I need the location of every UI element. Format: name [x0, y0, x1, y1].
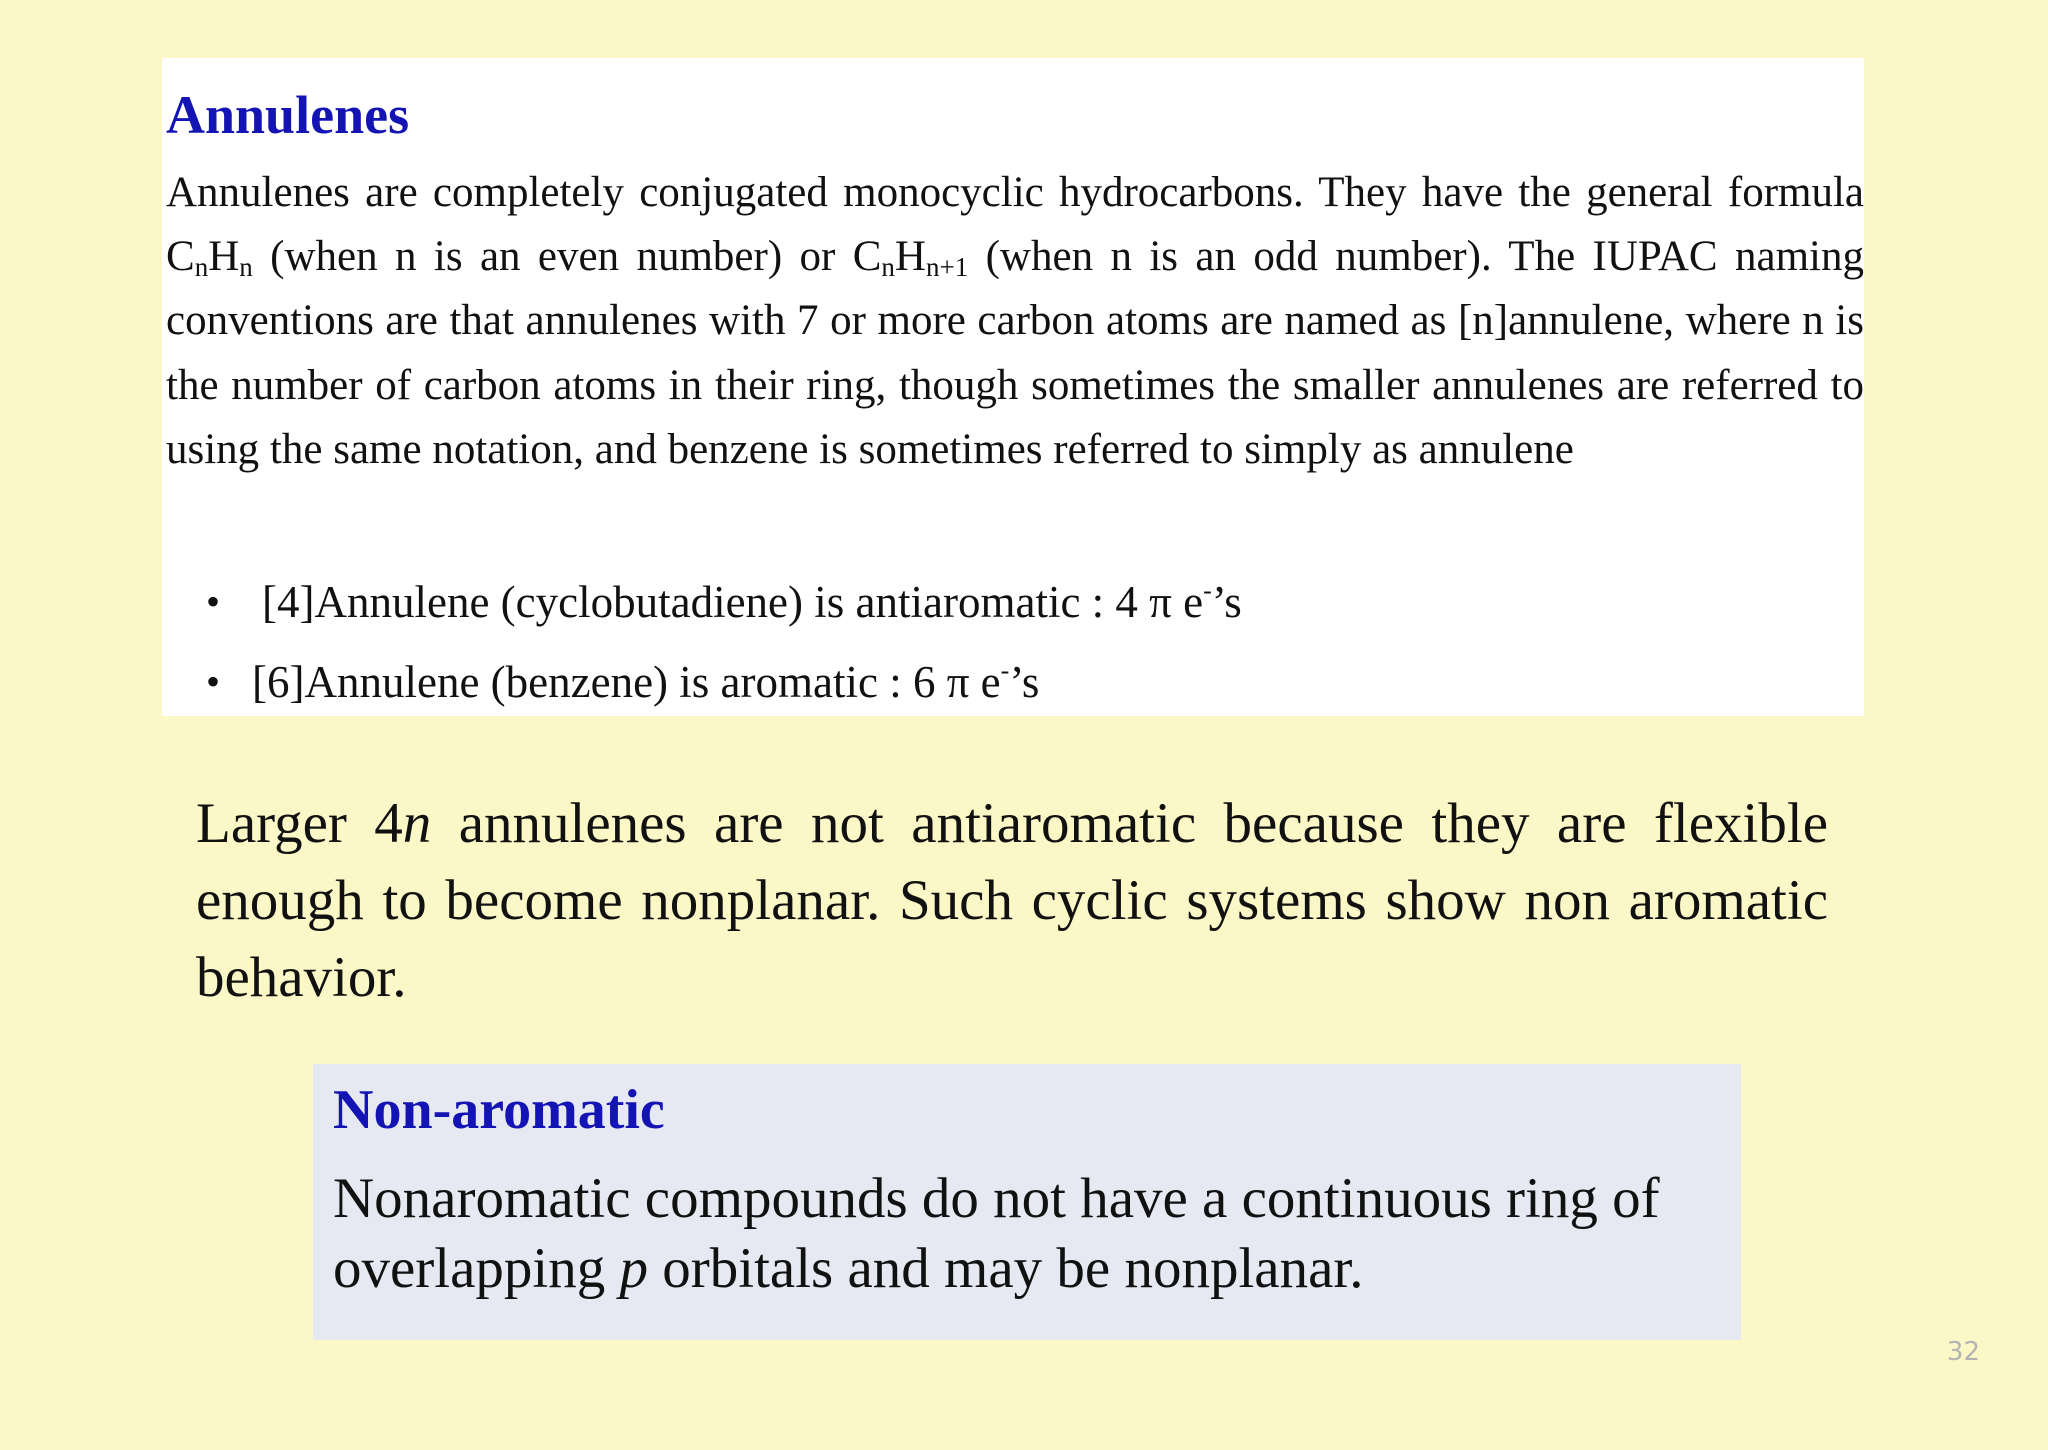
- intro-subscript: n: [239, 252, 253, 283]
- intro-text-part: H: [208, 233, 240, 281]
- italic-variable: n: [402, 792, 432, 855]
- bullet-icon: •: [206, 579, 221, 624]
- intro-subscript: n: [881, 252, 895, 283]
- intro-text-part: H: [894, 233, 926, 281]
- nonaromatic-definition: [333, 1164, 1733, 1304]
- definition-text-part: orbitals and may be nonplanar.: [648, 1237, 1364, 1300]
- annulenes-intro-paragraph: [166, 161, 1864, 482]
- list-item-main-text: [6]Annulene (benzene) is aromatic : 6 π e: [252, 657, 1001, 707]
- list-item-suffix: ’s: [1009, 657, 1040, 707]
- definition-text-part: Nonaromatic compounds do not have a continuous ring of overlapping: [333, 1167, 1660, 1300]
- italic-orbital-letter: p: [619, 1237, 649, 1300]
- list-item-text: [262, 568, 1242, 636]
- paragraph-text-part: annulenes are not antiaromatic because they are flexible enough to become nonplanar. Such cyclic systems show non aromatic behavior.: [196, 792, 1828, 1009]
- larger-annulenes-paragraph: [196, 785, 1828, 1016]
- list-item-text: [252, 648, 1039, 716]
- list-item-main-text: [4]Annulene (cyclobutadiene) is antiaromatic : 4 π e: [262, 577, 1204, 627]
- intro-text-part: (when n is an odd number). The IUPAC naming conventions are that annulenes with 7 or more carbon atoms are named as [n]annulene, where n is the number of carbon atoms in their ring, though sometimes the smaller annulenes are referred to using the same notation, and benzene is sometimes referred to simply as annulene: [166, 233, 1864, 473]
- intro-text-part: (when n is an even number) or C: [252, 233, 882, 281]
- list-item-suffix: ’s: [1211, 577, 1242, 627]
- charge-superscript: -: [1000, 656, 1010, 685]
- annulene-examples-list: [166, 568, 1666, 728]
- intro-text-part: Annulenes are completely conjugated monocyclic hydrocarbons. They have the general formula C: [166, 169, 1864, 281]
- intro-subscript: n: [194, 252, 209, 283]
- list-item: [166, 648, 1666, 728]
- paragraph-text-part: Larger 4: [196, 792, 403, 855]
- annulenes-heading: Annulenes: [166, 85, 410, 145]
- bullet-icon: •: [206, 659, 221, 704]
- intro-subscript: n+1: [925, 252, 969, 283]
- page-number: 32: [1946, 1337, 1980, 1367]
- charge-superscript: -: [1203, 576, 1212, 605]
- list-item: [166, 568, 1666, 648]
- nonaromatic-heading: Non-aromatic: [333, 1079, 665, 1141]
